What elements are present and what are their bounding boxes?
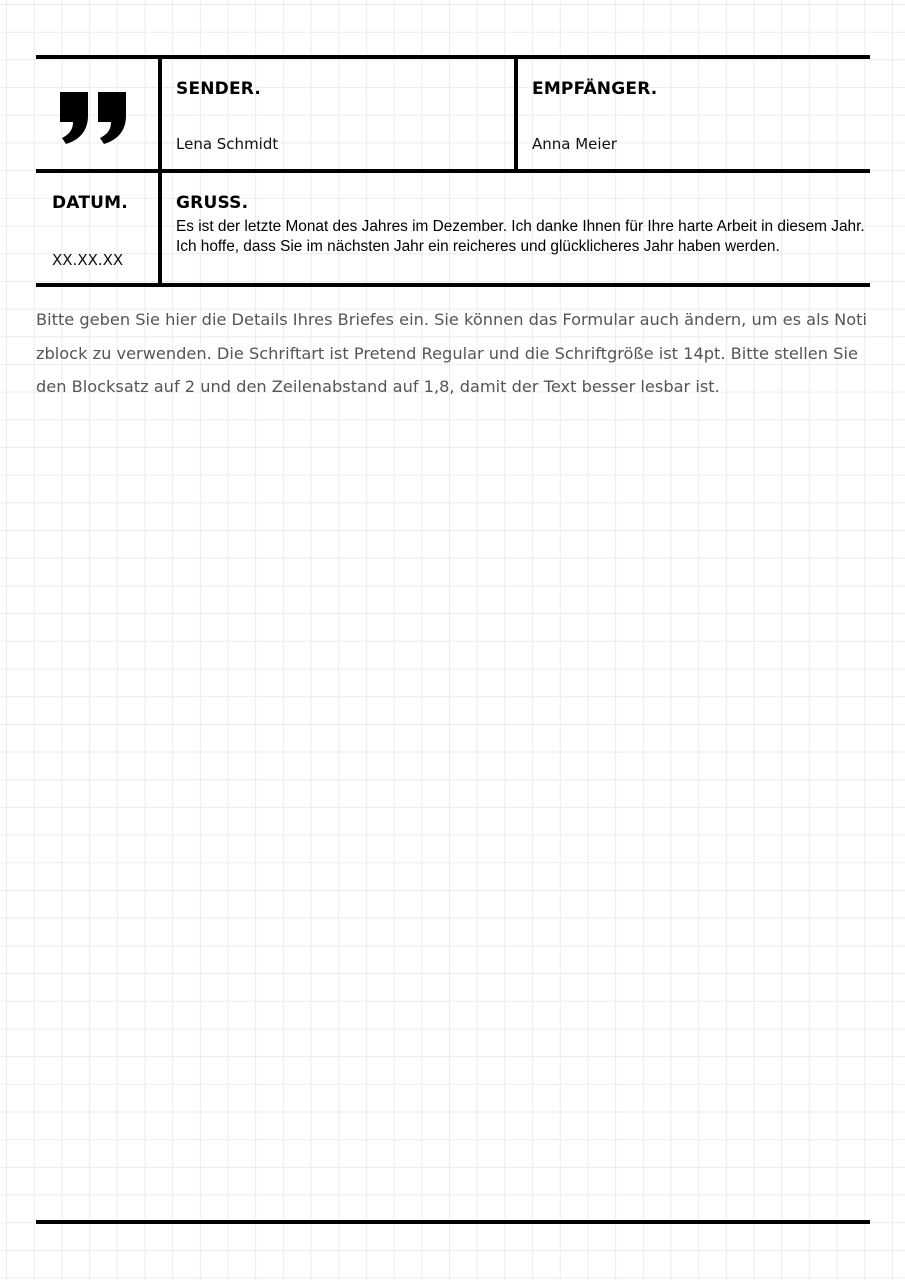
recipient-name[interactable]: Anna Meier [532, 135, 617, 153]
recipient-label: EMPFÄNGER. [532, 79, 658, 99]
letter-body-text[interactable]: Bitte geben Sie hier die Details Ihres Briefes ein. Sie können das Formular auch ändern, um es als Notizblock zu verwenden. Die Schriftart ist Pretend Regular und die Schriftgröße ist 14pt. Bitte stellen Sie den Blocksatz auf 2 und den Zeilenabstand auf 1,8, damit der Text besser lesbar ist. [36, 310, 868, 397]
sender-label: SENDER. [176, 79, 262, 99]
bottom-divider [36, 1220, 870, 1224]
sender-name[interactable]: Lena Schmidt [176, 135, 279, 153]
date-value[interactable]: XX.XX.XX [52, 251, 124, 269]
greeting-text[interactable]: Es ist der letzte Monat des Jahres im Dezember. Ich danke Ihnen für Ihre harte Arbeit in diesem Jahr. Ich hoffe, dass Sie im nächsten Jahr ein reicheres und glücklicheres Jahr haben werden. [176, 218, 865, 255]
sender-cell [162, 59, 518, 169]
greeting-cell [162, 173, 870, 283]
quote-cell [36, 59, 162, 169]
closing-quote-icon [58, 92, 128, 144]
letter-header-table [36, 55, 870, 287]
date-label: DATUM. [52, 193, 128, 213]
greeting-label: GRUSS. [176, 193, 249, 213]
letter-page [36, 0, 870, 1280]
date-cell [36, 173, 162, 283]
header-row-bottom [36, 173, 870, 283]
recipient-cell [518, 59, 870, 169]
header-row-top [36, 59, 870, 173]
